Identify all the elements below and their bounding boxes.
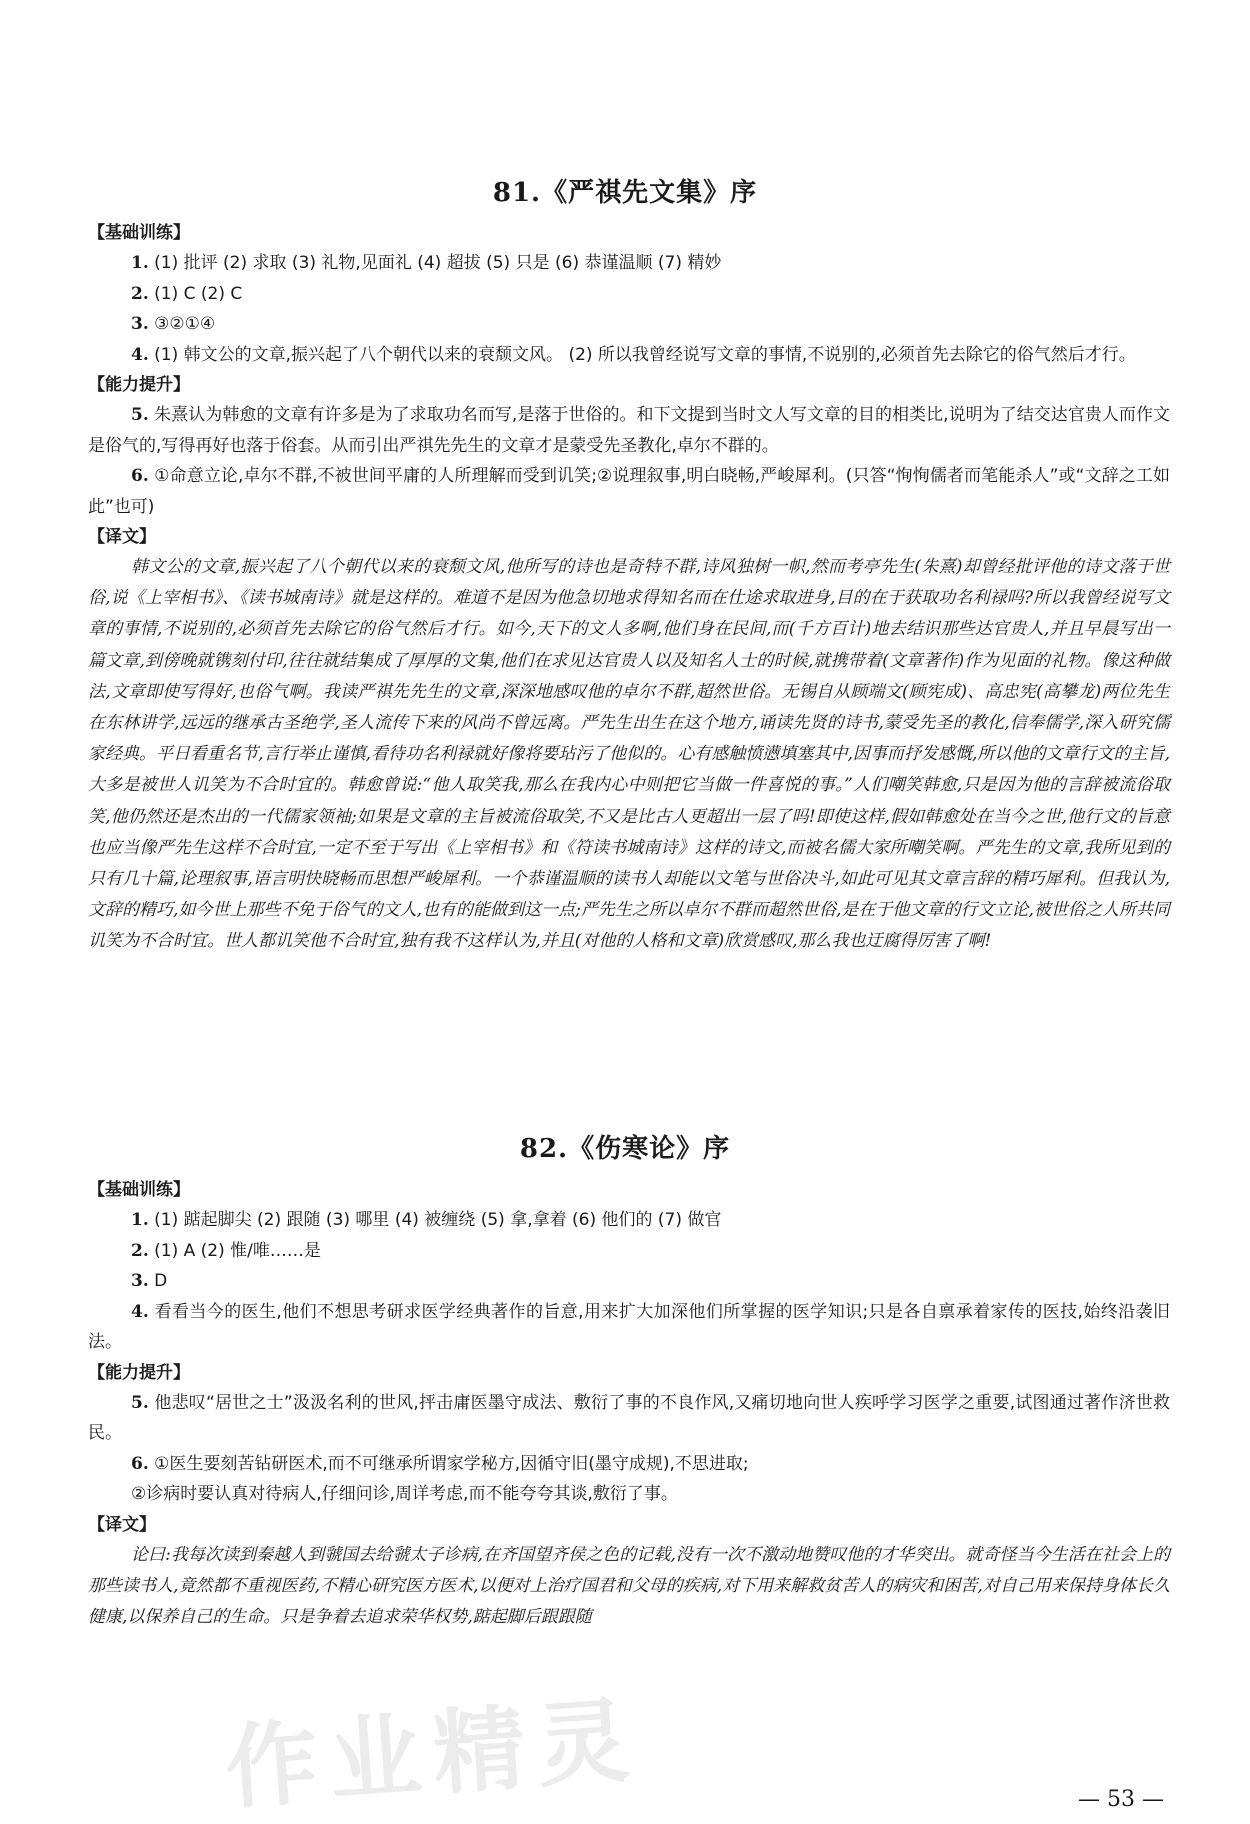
section-81-ability-label: 【能力提升】 [88,375,190,395]
s81-basic-item-2 [88,279,1170,310]
s81-basic-item-4 [88,340,1170,371]
item-text: 朱熹认为韩愈的文章有许多是为了求取功名而写,是落于世俗的。和下文提到当时文人写文章的目的相类比,说明为了结交达官贵人而作文是俗气的,写得再好也落于俗套。从而引出严祺先先生的文章才是蒙受先圣教化,卓尔不群的。 [88,405,1170,456]
s82-basic-item-4 [88,1297,1170,1358]
item-number: 3. [131,314,149,334]
item-text: (1) C (2) C [154,283,243,304]
section-81-translation-label: 【译文】 [88,527,156,547]
s82-ability-item-6 [88,1449,1170,1480]
item-text: ①命意立论,卓尔不群,不被世间平庸的人所理解而受到讥笑;②说理叙事,明白晓畅,严峻犀利。(只答“恂恂儒者而笔能杀人”或“文辞之工如此”也可) [88,466,1171,517]
section-82-basic-label: 【基础训练】 [88,1180,190,1200]
s82-ability-item-5 [88,1388,1170,1449]
item-text: (1) 韩文公的文章,振兴起了八个朝代以来的衰颓文风。 (2) 所以我曾经说写文章的事情,不说别的,必须首先去除它的俗气然后才行。 [154,344,1136,365]
section-82-ability-label: 【能力提升】 [88,1362,190,1383]
item-number: 2. [131,283,149,304]
page-number: — 53 — [1078,1787,1164,1812]
item-number: 2. [131,1240,149,1261]
section-81-title: 81.《严祺先文集》序 [492,178,758,208]
s82-basic-item-1 [88,1205,1170,1236]
item-number: 1. [131,1210,149,1230]
item-text: (1) 批评 (2) 求取 (3) 礼物,见面礼 (4) 超拔 (5) 只是 (6) 恭谨温顺 (7) 精妙 [154,253,722,273]
s82-ability-item-6-continued: ②诊病时要认真对待病人,仔细问诊,周详考虑,而不能夸夸其谈,敷衍了事。 [131,1484,678,1504]
item-text: (1) 踮起脚尖 (2) 跟随 (3) 哪里 (4) 被缠绕 (5) 拿,拿着 (6) 他们的 (7) 做官 [154,1210,722,1230]
item-number: 3. [131,1271,149,1291]
watermark-logo: 作业精灵 [222,1686,645,1823]
item-number: 5. [131,405,149,425]
item-text: D [154,1271,168,1291]
item-text: (1) A (2) 惟/唯……是 [154,1240,321,1261]
item-number: 6. [131,466,149,486]
section-81-body [88,218,1170,958]
s81-ability-item-6 [88,461,1170,522]
section-82-translation: 论曰:我每次读到秦越人到虢国去给虢太子诊病,在齐国望齐侯之色的记载,没有一次不激动地赞叹他的才华突出。就奇怪当今生活在社会上的那些读书人,竟然都不重视医药,不精心研究医方医术,以便对上治疗国君和父母的疾病,对下用来解救贫苦人的病灾和困苦,对自己用来保持身体长久健康,以保养自己的生命。只是争着去追求荣华权势,踮起脚后跟跟随 [88,1544,1170,1627]
section-82-body [88,1175,1170,1633]
s81-basic-item-3 [88,309,1170,340]
item-number: 1. [131,253,149,273]
section-81-basic-label: 【基础训练】 [88,223,190,243]
item-text: ③②①④ [154,314,216,334]
s82-basic-item-3 [88,1266,1170,1297]
item-number: 5. [131,1392,149,1413]
s81-ability-item-5 [88,400,1170,461]
item-text: 他悲叹“居世之士”汲汲名利的世风,抨击庸医墨守成法、敷衍了事的不良作风,又痛切地向世人疾呼学习医学之重要,试图通过著作济世救民。 [88,1392,1171,1443]
item-number: 4. [131,1301,149,1322]
section-82-translation-label: 【译文】 [88,1514,156,1535]
item-text: ①医生要刻苦钻研医术,而不可继承所谓家学秘方,因循守旧(墨守成规),不思进取; [154,1453,749,1474]
section-82-title: 82.《伤寒论》序 [519,1134,731,1164]
s81-basic-item-1 [88,248,1170,279]
item-number: 6. [131,1453,149,1474]
item-text: 看看当今的医生,他们不想思考研求医学经典著作的旨意,用来扩大加深他们所掌握的医学知识;只是各自禀承着家传的医技,始终沿袭旧法。 [88,1301,1170,1352]
section-81-translation: 韩文公的文章,振兴起了八个朝代以来的衰颓文风,他所写的诗也是奇特不群,诗风独树一帜,然而考亭先生(朱熹)却曾经批评他的诗文落于世俗,说《上宰相书》、《读书城南诗》就是这样的。难道不是因为他急切地求得知名而在仕途求取进身,目的在于获取功名利禄吗?所以我曾经说写文章的事情,不说别的,必须首先去除它的俗气然后才行。如今,天下的文人多啊,他们身在民间,而(千方百计)地去结识那些达官贵人,并且早晨写出一篇文章,到傍晚就镌刻付印,往往就结集成了厚厚的文集,他们在求见达官贵人以及知名人士的时候,就携带着(文章著作)作为见面的礼物。像这种做法,文章即使写得好,也俗气啊。我读严祺先先生的文章,深深地感叹他的卓尔不群,超然世俗。无锡自从顾端文(顾宪成)、高忠宪(高攀龙)两位先生在东林讲学,远远的继承古圣绝学,圣人流传下来的风尚不曾远离。严先生出生在这个地方,诵读先贤的诗书,蒙受先圣的教化,信奉儒学,深入研究儒家经典。平日看重名节,言行举止谨慎,看待功名利禄就好像将要玷污了他似的。心有感触愤懑填塞其中,因事而抒发感慨,所以他的文章行文的主旨,大多是被世人讥笑为不合时宜的。韩愈曾说:“他人取笑我,那么在我内心中则把它当做一件喜悦的事。”人们嘲笑韩愈,只是因为他的言辞被流俗取笑,他仍然还是杰出的一代儒家领袖;如果是文章的主旨被流俗取笑,不又是比古人更超出一层了吗!即使这样,假如韩愈处在当今之世,他行文的旨意也应当像严先生这样不合时宜,一定不至于写出《上宰相书》和《符读书城南诗》这样的诗文,而被名儒大家所嘲笑啊。严先生的文章,我所见到的只有几十篇,论理叙事,语言明快晓畅而思想严峻犀利。一个恭谨温顺的读书人却能以文笔与世俗决斗,如此可见其文章言辞的精巧犀利。但我认为,文辞的精巧,如今世上那些不免于俗气的文人,也有的能做到这一点;严先生之所以卓尔不群而超然世俗,是在于他文章的行文立论,被世俗之人所共同讥笑为不合时宜。世人都讥笑他不合时宜,独有我不这样认为,并且(对他的人格和文章)欣赏感叹,那么我也迂腐得厉害了啊! [88,557,1170,952]
s82-basic-item-2 [88,1236,1170,1267]
item-number: 4. [131,344,149,365]
